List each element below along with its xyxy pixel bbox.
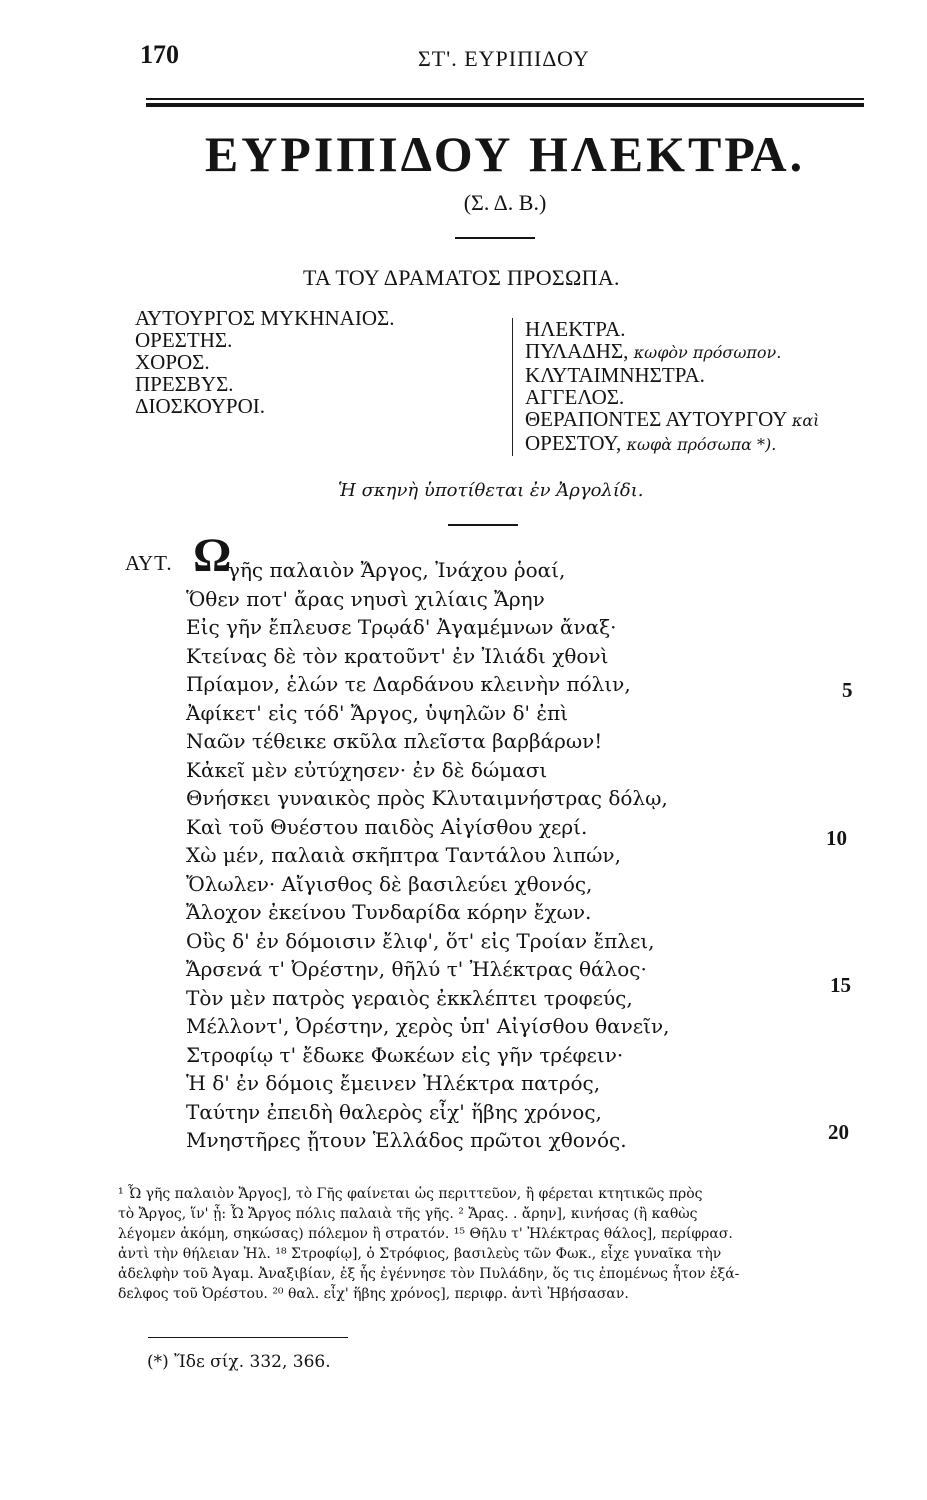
person-name: ΠΡΕΣΒΥΣ. [135, 372, 234, 396]
verse-line: Στροφίῳ τ' ἔδωκε Φωκέων εἰς γῆν τρέφειν· [186, 1042, 624, 1067]
footnote-divider [148, 1337, 348, 1338]
verse-line: Πρίαμον, ἑλών τε Δαρδάνου κλεινὴν πόλιν, [186, 672, 631, 696]
person-entry [525, 432, 819, 456]
asterisk-footnote: (*) Ἴδε σίχ. 332, 366. [147, 1352, 331, 1372]
verse-line: Ἡ δ' ἐν δόμοις ἔμεινεν Ἠλέκτρα πατρός, [186, 1071, 601, 1095]
header-rule-bottom [146, 103, 864, 107]
verse-line: Θνήσκει γυναικὸς πρὸς Κλυταιμνήστρας δόλῳ, [186, 786, 668, 810]
running-head: ΣΤ'. ΕΥΡΙΠΙΔΟΥ [418, 46, 590, 71]
verse-line: Ταύτην ἐπειδὴ θαλερὸς εἶχ' ἥβης χρόνος, [186, 1099, 602, 1124]
line-number-10: 10 [826, 826, 847, 850]
line-number-15: 15 [830, 973, 851, 997]
person-note: κωφὰ πρόσωπα *). [626, 435, 777, 454]
verse-line: Χὼ μέν, παλαιὰ σκῆπτρα Ταντάλου λιπών, [186, 843, 621, 867]
dramatis-personae-left [135, 307, 394, 417]
person-entry [525, 364, 819, 386]
footnote-line: ἀντὶ τὴν θήλειαν Ἠλ. ¹⁸ Στροφίῳ], ὁ Στρόφιος, βασιλεὺς τῶν Φωκ., εἶχε γυναῖκα τὴν [118, 1246, 722, 1262]
scene-ornament-rule [448, 524, 518, 526]
line-number-5: 5 [842, 678, 853, 702]
person-name: ΟΡΕΣΤΗΣ. [135, 328, 233, 352]
verse-line: Κἀκεῖ μὲν εὐτύχησεν· ἐν δὲ δώμασι [186, 757, 548, 782]
verse-line: Μέλλοντ', Ὀρέστην, χερὸς ὑπ' Αἰγίσθου θανεῖν, [186, 1014, 670, 1038]
person-name: ΔΙΟΣΚΟΥΡΟΙ. [135, 394, 265, 418]
page-number: 170 [140, 40, 179, 69]
verse-line: Ὄλωλεν· Αἴγισθος δὲ βασιλεύει χθονός, [186, 871, 593, 896]
drop-initial: Ω [193, 529, 232, 582]
person-name: ΑΓΓΕΛΟΣ. [525, 385, 625, 409]
footnotes [118, 1184, 843, 1304]
person-name: ΟΡΕΣΤΟΥ, [525, 431, 622, 455]
title-ornament-rule [455, 237, 535, 239]
verse-line: γῆς παλαιὸν Ἄργος, Ἰνάχου ῥοαί, [228, 558, 566, 582]
verse-line: Ἄλοχον ἐκείνου Τυνδαρίδα κόρην ἔχων. [186, 900, 592, 924]
person-entry [525, 318, 819, 340]
person-note: κωφὸν πρόσωπον. [633, 343, 782, 362]
person-entry [525, 340, 819, 364]
verse-line: Κτείνας δὲ τὸν κρατοῦντ' ἐν Ἰλιάδι χθονὶ [186, 643, 609, 668]
play-title: ΕΥΡΙΠΙΔΟΥ ΗΛΕΚΤΡΑ. [204, 126, 806, 182]
dramatis-personae-right [512, 318, 819, 456]
verse-line: Οὓς δ' ἐν δόμοισιν ἔλιφ', ὅτ' εἰς Τροίαν ἔπλει, [186, 928, 655, 953]
dramatis-personae-heading: ΤΑ ΤΟΥ ΔΡΑΜΑΤΟΣ ΠΡΟΣΩΠΑ. [303, 265, 620, 290]
line-number-20: 20 [828, 1120, 849, 1144]
person-entry [525, 386, 819, 408]
person-name: ΗΛΕΚΤΡΑ. [525, 317, 626, 341]
person-note: καὶ [791, 411, 820, 430]
verse-line: Καὶ τοῦ Θυέστου παιδὸς Αἰγίσθου χερί. [186, 814, 588, 839]
footnote-line: τὸ Ἄργος, ἵν' ᾖ: Ὦ Ἄργος πόλις παλαιὰ τῆς γῆς. ² Ἄρας. . ἄρην], κινήσας (ἢ καθὼς [118, 1206, 698, 1222]
person-name: ΧΟΡΟΣ. [135, 350, 210, 374]
footnote-line: ¹ Ὦ γῆς παλαιὸν Ἄργος], τὸ Γῆς φαίνεται ὡς περιττεῦον, ἢ φέρεται κτητικῶς πρὸς [118, 1186, 703, 1202]
verse-line: Ναῶν τέθεικε σκῦλα πλεῖστα βαρβάρων! [186, 729, 603, 753]
footnote-line: δελφος τοῦ Ὀρέστου. ²⁰ θαλ. εἶχ' ἥβης χρόνος], περιφρ. ἀντὶ Ἠβήσασαν. [118, 1286, 629, 1302]
verse-line: Ἀφίκετ' εἰς τόδ' Ἄργος, ὑψηλῶν δ' ἐπὶ [186, 700, 569, 725]
verse-line: Μνηστῆρες ᾔτουν Ἑλλάδος πρῶτοι χθονός. [186, 1128, 627, 1152]
header-rule-top [146, 98, 864, 100]
footnote-line: ἀδελφὴν τοῦ Ἀγαμ. Ἀναξιβίαν, ἐξ ἧς ἐγέννησε τὸν Πυλάδην, ὅς τις ἐπομένως ἦτον ἐξά- [118, 1266, 740, 1282]
speaker-label: ΑΥΤ. [125, 551, 173, 575]
footnote-line: λέγομεν ἀκόμη, σηκώσας) πόλεμον ἢ στρατόν. ¹⁵ Θῆλυ τ' Ἠλέκτρας θάλος], περίφρασ. [118, 1226, 733, 1242]
scene-description: Ἡ σκηνὴ ὑποτίθεται ἐν Ἀργολίδι. [338, 480, 644, 501]
person-name: ΚΛΥΤΑΙΜΝΗΣΤΡΑ. [525, 363, 705, 387]
person-name: ΘΕΡΑΠΟΝΤΕΣ ΑΥΤΟΥΡΓΟΥ [525, 407, 787, 431]
person-name: ΠΥΛΑΔΗΣ, [525, 339, 629, 363]
person-entry [525, 408, 819, 432]
person-name: ΑΥΤΟΥΡΓΟΣ ΜΥΚΗΝΑΙΟΣ. [135, 306, 395, 330]
verse-block [186, 556, 670, 1155]
verse-line: Τὸν μὲν πατρὸς γεραιὸς ἐκκλέπτει τροφεύς, [186, 985, 633, 1010]
verse-line: Εἰς γῆν ἔπλευσε Τρῳάδ' Ἀγαμέμνων ἄναξ· [186, 615, 617, 639]
verse-line: Ἄρσενά τ' Ὀρέστην, θῆλύ τ' Ἠλέκτρας θάλος· [186, 957, 647, 981]
verse-line: Ὅθεν ποτ' ἄρας νηυσὶ χιλίαις Ἄρην [186, 586, 545, 611]
play-subtitle: (Σ. Δ. Β.) [463, 190, 547, 215]
